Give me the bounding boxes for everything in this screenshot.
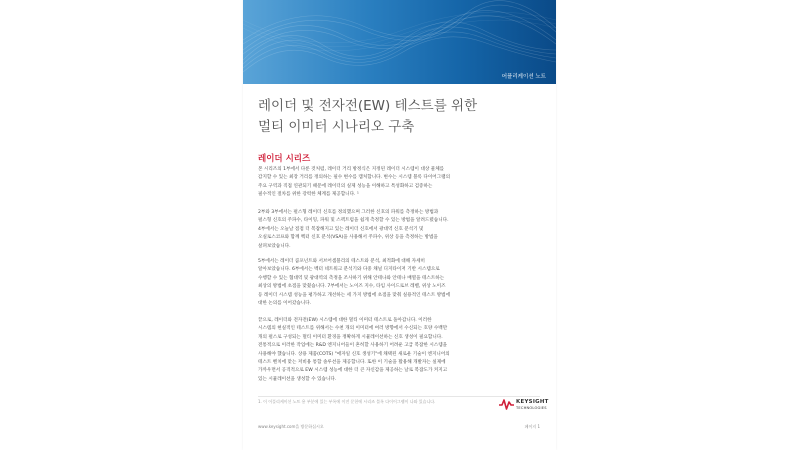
logo-subtitle: TECHNOLOGIES <box>516 406 547 410</box>
paragraph-line: 시스템의 현실적인 테스트를 위해서는 수천 개의 이미터에 여러 방향에서 수신되는 호양 수백만 <box>258 326 448 332</box>
paragraph-line: 펄스형 신호의 주파수, 타이밍, 파워 및 스펙트럼을 쉽게 측정할 수 있는 방법을 알려드렸습니다. <box>258 218 449 224</box>
logo-name: KEYSIGHT <box>516 399 549 405</box>
paragraph-line: 알아보았습니다. 6부에서는 벡터 네트워크 분석기와 다중 채널 디지타이저 기반 시스템으로 <box>258 267 440 273</box>
paragraph-line: 본 시리즈의 1부에서 다룬 것처럼, 레이더 거리 방정식은 지정된 레이더 시스템이 대상 물체를 <box>258 167 445 172</box>
paragraph-line: 있는 시뮬레이션을 생성할 수 있습니다. <box>258 376 337 382</box>
paragraph-line: 끝으로, 레이더와 전자전(EW) 시스템에 대한 멀티 이미터 테스트로 돌아갑니다. 이러한 <box>258 318 432 323</box>
page-number: 페이지 1 <box>524 424 540 429</box>
paragraph-4 <box>258 317 540 384</box>
footnote: 1. 이 어플리케이션 노트 용 부분에 있는 부록에 이전 문헌에 시리즈 블록 다이어그램이 나와 있습니다. <box>258 399 436 404</box>
title-line-2: 멀티 이미터 시나리오 구축 <box>258 119 415 135</box>
paragraph-line: 대한 논의를 이어갔습니다. <box>258 301 312 307</box>
paragraph-3 <box>258 258 540 308</box>
header-banner <box>243 0 556 84</box>
paragraph-line: 살펴보았습니다. <box>258 243 291 249</box>
paragraph-line: 전통적으로 이러한 작업에는 R&D 엔지니어들이 흔히할 사용하기 어려운 고급 복잡한 시스템을 <box>258 343 448 349</box>
paragraph-line: 사용해야 했습니다. 상용 제품(COTS) "애자일 신호 생성기"에 채택된 새로운 기술이 엔지니어의 <box>258 351 450 357</box>
paragraph-line: 수행할 수 있는 협대역 및 광대역의 측정을 조사하기 위해 안테나와 안테나 배열을 테스트하는 <box>258 275 445 281</box>
document-title <box>258 96 548 138</box>
paragraph-line: 주요 구역과 직접 연관되기 때문에 레이더의 실제 성능을 이해하고 특성화하고 검증하는 <box>258 183 433 189</box>
paragraph-line: 감지할 수 있는 최장 거리를 정의하는 필수 변수를 캡처합니다. 변수는 시스템 블록 다이어그램의 <box>258 175 451 181</box>
paragraph-line: 필수적인 절차를 위한 강력한 체계를 제공합니다. ¹ <box>258 192 359 198</box>
footnote-divider <box>258 396 540 397</box>
title-line-1: 레이더 및 전자전(EW) 테스트를 위한 <box>258 98 478 114</box>
keysight-logo <box>499 397 559 413</box>
paragraph-line: 가까우면서 공격적으로 EW 시스템 성능에 대한 더 큰 자신감을 제공하는 날로 복잡도가 커지고 <box>258 368 448 374</box>
keysight-wave-icon <box>499 398 514 410</box>
paragraph-line: 오실로스코프와 함께 벡터 신호 분석(VSA)을 사용해서 주파수, 위상 등을 측정하는 방법을 <box>258 235 438 241</box>
document-page <box>243 0 556 450</box>
paragraph-line: 2부와 3부에서는 펄스형 레이더 신호를 정의했으며 그러한 신호의 파워를 측정하는 방법과 <box>258 210 439 215</box>
paragraph-line: 최상의 방법에 초점을 맞췄습니다. 7부에서는 노이즈 지수, 타임 사이드로브 레벨, 위상 노이즈 <box>258 284 446 290</box>
paragraph-line: 테스트 벤치에 맞는 저비용 통합 솔루션을 제공합니다. 또한 이 기술을 활용해 개발자는 실제에 <box>258 360 446 366</box>
paragraph-line: 개의 펄스로 구성되는 멀티 이미터 환경을 정확하게 시뮬레이션하는 신호 생성이 필요합니다. <box>258 334 443 340</box>
application-note-tag: 어플리케이션 노트 <box>501 74 546 80</box>
paragraph-line: 등 레이더 시스템 성능을 평가하고 개선하는 세 가지 방법에 초점을 맞춰 실용적인 테스트 방법에 <box>258 292 451 298</box>
paragraph-line: 5부에서는 레이더 콤포넌트와 서브어셈블리의 테스트와 분석, 최적화에 대해 자세히 <box>258 259 425 264</box>
section-heading: 레이더 시리즈 <box>258 154 311 164</box>
paragraph-2 <box>258 209 540 251</box>
paragraph-1 <box>258 166 540 200</box>
paragraph-line: 4부에서는 오늘날 점점 더 복잡해지고 있는 레이더 신호에서 광대역 신호 분석기 및 <box>258 226 424 232</box>
footer-website[interactable]: www.keysight.com을 방문하십시오 <box>258 424 324 429</box>
